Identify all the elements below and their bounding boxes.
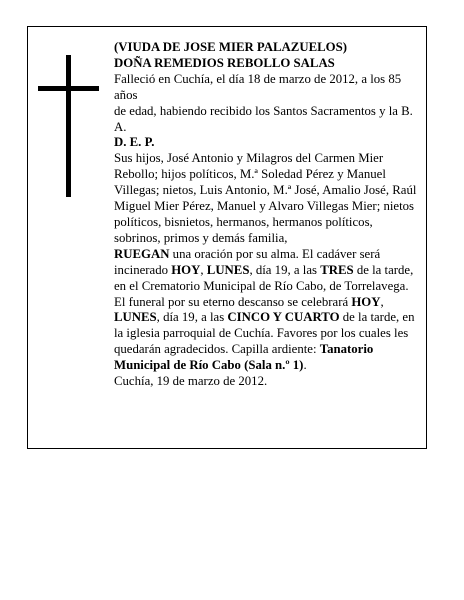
cross-icon-bar	[38, 86, 99, 91]
death-line-1: Falleció en Cuchía, el día 18 de marzo de 2012, a los 85 años	[114, 71, 402, 102]
ruegan-text: RUEGAN	[114, 246, 170, 261]
ceremony-paragraph: RUEGAN una oración por su alma. El cadáver será incinerado HOY, LUNES, día 19, a las TRES de la tarde, en el Crematorio Municipal de Río Cabo, de Torrelavega. El funeral por su eterno descanso se celebrará HOY, LUNES, día 19, a las CINCO Y CUARTO de la tarde, en la iglesia parroquial de Cuchía. Favores por los cuales les quedarán agradecidos. Capilla ardiente: Tanatorio Municipal de Río Cabo (Sala n.º 1).	[114, 246, 415, 373]
cross-icon	[66, 55, 71, 197]
tanatorio-text: Tanatorio Municipal de Río Cabo (Sala n.º 1)	[114, 342, 374, 373]
obituary-text	[114, 40, 420, 390]
family-paragraph: Sus hijos, José Antonio y Milagros del Carmen Mier Rebollo; hijos políticos, M.ª Soledad Pérez y Manuel Villegas; nietos, Luis Antonio, M.ª José, Amalio José, Raúl Miguel Mier Pérez, Manuel y Alvaro Villegas Mier; nietos políticos, bisnietos, hermanos, hermanos políticos, sobrinos, primos y demás familia,	[114, 151, 417, 245]
deceased-name: DOÑA REMEDIOS REBOLLO SALAS	[114, 55, 335, 70]
widow-title: (VIUDA DE JOSE MIER PALAZUELOS)	[114, 40, 347, 54]
death-line-2: de edad, habiendo recibido los Santos Sacramentos y la B. A.	[114, 103, 413, 134]
date-line: Cuchía, 19 de marzo de 2012.	[114, 374, 268, 389]
rip-line: D. E. P.	[114, 135, 155, 150]
